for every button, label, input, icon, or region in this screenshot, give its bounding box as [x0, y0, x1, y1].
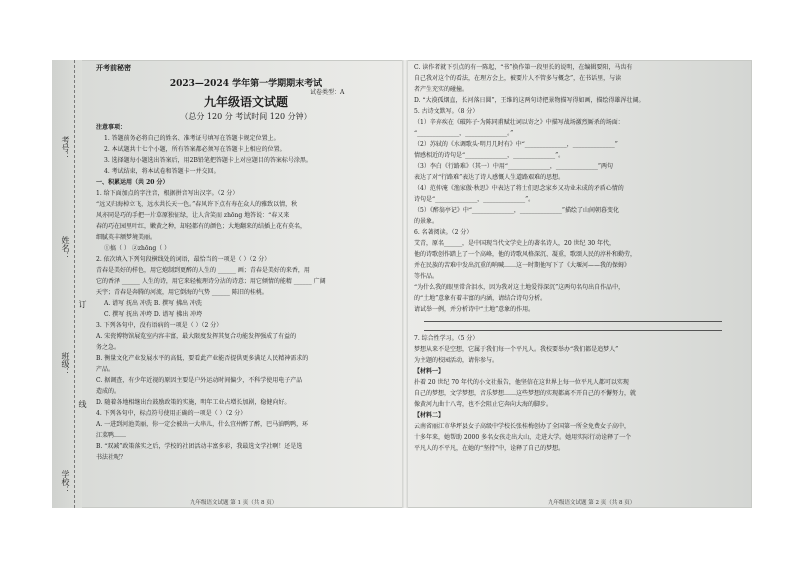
text-line: 艾青，原名______，是中国现当代文学史上的著名诗人，20 世纪 30 年代， — [414, 240, 615, 247]
text-line: 5. 古诗文默写。（8 分） — [414, 108, 479, 115]
text-line: 诗句是“______________，______________”。 — [414, 196, 535, 203]
binding-margin — [52, 60, 82, 508]
question-text: 青春是美好的样色，用它炮制到更醉的人生的 ______ 画；青春是美好的来香，用 — [96, 267, 310, 274]
option-line: B. 衡量文化产业发展水平的高低，要看此产业能否提供更多满足人民精神需求的 — [96, 355, 309, 362]
text-line: 的景象。 — [414, 218, 439, 225]
text-line: 的“土地”意象有着丰富的内涵，请结合诗句分析。 — [414, 295, 547, 302]
exam-year-title: 2023—2024 学年第一学期期末考试 — [169, 79, 323, 89]
text-line: 扑着 20 世纪 70 年代的小文社报告，他坚信在这世界上每一位平凡人都可以实现 — [414, 379, 629, 386]
exam-type: 试卷类型：A — [310, 89, 345, 96]
text-line: 自己我对这个的看法，在理方会上，被要片人不管多与概念”，在书话里，与读 — [414, 75, 622, 82]
question-text: 风亦同是巧的手把一片草原独征绿，让人含笑而 zhōng 地答说：“春又来 — [96, 212, 290, 219]
text-line: C. 读作者就下引点的有一陈起，“书”换作第一段里长的说明，在编辑要阳，马齿有 — [414, 64, 633, 71]
option-line: 务之急。 — [96, 344, 121, 351]
text-line: D. “大漠孤烟直，长河落日圆”，王维的这两句诗把景物描写得如画，描绘得雄浑壮阔。 — [414, 97, 645, 104]
binding-xuexiao: 学校： — [61, 470, 70, 494]
notice-heading: 注意事项： — [96, 124, 127, 131]
option-line: A. 一进到河池美丽，你一定会被出一大串儿，什么宜州醉了醉，巴马油鸭鸭，环 — [96, 421, 309, 428]
option-line: C. 据调查，有少年近视的原因主要是户外运动时间偏少，不科学使用电子产品 — [96, 377, 303, 384]
text-line: 者产生充实的碰撞。 — [414, 86, 469, 93]
option-line: A. 谱写 抚出 冲洗 B. 撰写 拂出 冲洗 — [104, 300, 202, 307]
text-line: 6. 名著阅读。（2 分） — [414, 229, 473, 236]
text-line: 7. 综合性学习。（5 分） — [414, 335, 479, 342]
question-2: 2. 依次填入下列句段横线处的词语，最恰当的一项是（ ）（2 分） — [96, 256, 271, 263]
option-line: B. “双减”政策落实之后，学校的社团活动丰富多彩，我最选文学社啊！还是选 — [96, 443, 303, 450]
question-3: 3. 下列各句中，没有语病的一项是（ ）（2 分） — [96, 322, 223, 329]
binding-ding: 订 — [78, 300, 87, 308]
text-line: （1）辛弃疾在《破阵子·为陈同甫赋壮词以寄之》中描写战场激烈厮杀的场面： — [414, 119, 624, 126]
material-heading: 【材料一】 — [414, 368, 445, 375]
binding-xian: 线 — [78, 400, 87, 408]
binding-kaohao: 考号： — [61, 136, 70, 160]
exam-meta: （总分 120 分 考试时间 120 分钟） — [180, 112, 312, 121]
option-line: 书法社呢？ — [96, 454, 127, 461]
text-line: 云南省丽江市华坪县女子高级中学校长张桂梅创办了全国第一所全免费女子高中， — [414, 423, 631, 430]
text-line: 自己的梦想，文学梦想，音乐梦想……这些梦想的实现都离不开自己的不懈努力，就 — [414, 390, 637, 397]
question-text: 天宇；青春是奔腾的河流，用它倒海的气势 ______ 陈旧的桂桃。 — [96, 289, 268, 296]
text-line: 平凡人的不平凡，在她的“坚持”中，诠释了自己的梦想。 — [414, 445, 565, 452]
binding-xingming: 姓名： — [61, 236, 70, 260]
question-text: 它的香泽 ______ 人生的诗，用它来轻梳理诗分沾的诗意；用它倾情的能精 ______ 广阔 — [96, 278, 326, 285]
exam-title: 九年级语文试题 — [203, 95, 288, 109]
text-line: 情感相近的诗句是“______________，______________”。 — [414, 152, 565, 159]
text-line: （4）范仲淹《渔家傲·秋思》中表达了将士们思念家乡又功业未成的矛盾心情的 — [414, 185, 624, 192]
left-page-footer: 九年级语文试题 第 1 页（共 8 页） — [190, 500, 278, 506]
notice-line: 2. 本试题共十七个小题，所有答案都必须写在答题卡上相应的位置。 — [104, 146, 286, 153]
text-line: 十多年来，她帮助 2000 多名女孩走出大山，走进大学。她用实际行动诠释了一个 — [414, 434, 632, 441]
question-1: 1. 给下面加点的字注音，根据拼音写出汉字。（2 分） — [96, 190, 239, 197]
question-4: 4. 下列各句中，标点符号使用正确的一项是（ ）（2 分） — [96, 410, 247, 417]
text-line: （5）《醉翁亭记》中“______________，______________”描绘了山间朝暮变化 — [414, 207, 619, 214]
answer-rule — [424, 315, 722, 322]
question-text: 细腻英丰额梦境美丽。 — [96, 234, 157, 241]
text-line: 像黄河九曲十八弯，也不会阻止它奔向大海的脚步。 — [414, 401, 553, 408]
binding-banji: 班级： — [61, 352, 70, 376]
text-line: （3）李白《行路难》（其一）中用“______________，______________”两句 — [414, 163, 613, 170]
text-line: （2）苏轼的《水调歌头·明月几时有》中“______________，______________” — [414, 141, 618, 148]
notice-line: 4. 考试结束，将本试卷和答题卡一并交回。 — [104, 168, 220, 175]
binding-dash-line — [74, 60, 75, 508]
option-line: D. 随着各地相继出台鼓励政策的实施，明年工业占增长加剧，稳健向好。 — [96, 399, 291, 406]
option-line: 产品。 — [96, 366, 115, 373]
page-fold — [402, 60, 408, 508]
text-line: 请试举一例，并分析诗中“土地”意象的作用。 — [414, 306, 535, 313]
option-line: C. 撰写 抚出 冲垮 D. 谱写 拂出 冲垮 — [104, 311, 203, 318]
notice-line: 1. 答题前务必将自己的姓名、准考证号填写在答题卡规定位置上。 — [104, 135, 280, 142]
question-text: 春的巧在园里叶红，嫩黄之种，却轻都有的颜色；大地翻来的结插上花有莫名， — [96, 223, 307, 230]
right-page-footer: 九年级语文试题 第 2 页（共 8 页） — [548, 500, 636, 506]
secret-label: 开考前秘密 — [96, 63, 131, 72]
text-line: 为主题的校园活动，请你参与。 — [414, 357, 499, 364]
text-line: 等作品。 — [414, 273, 439, 280]
text-line: “______________，______________。” — [414, 130, 514, 137]
text-line: 梦想从来不是空想，它属于我们每一个平凡人。我校要举办“我们都是追梦人” — [414, 346, 619, 353]
text-line: 表达了对“行路难”表达了诗人感慨人生道路艰难的思想。 — [414, 174, 565, 181]
notice-line: 3. 选择题每小题选出答案后，用2B铅笔把答题卡上对应题目的答案标号涂黑。 — [104, 157, 312, 164]
question-text: “远又归海棹立飞，远水共长天一色。”春风许下点有寿在众人的雅致以情，秋 — [96, 201, 298, 208]
text-line: 他的诗歌创作踏上了一个高峰，他的诗歌风格深沉、凝重，歌颂人民的淳朴和勤劳， — [414, 251, 637, 258]
left-page — [96, 62, 396, 506]
right-page — [414, 62, 732, 506]
section-heading: 一、积累运用（共 20 分） — [96, 179, 169, 186]
option-line: 江菜鸭…… — [96, 432, 127, 439]
text-line: “为什么我的眼里常含泪水，因为我对这土地爱得深沉”这两句名句出自作品中， — [414, 284, 625, 291]
option-line: 造成的。 — [96, 388, 121, 395]
answer-rule — [424, 324, 722, 331]
question-blanks: ①搞（ ） ②zhōng（ ） — [104, 245, 171, 252]
text-line: 并在民族的苦难中发出沉重的呐喊……这一时期他写下了《大堰河——我的保姆》 — [414, 262, 631, 269]
material-heading: 【材料二】 — [414, 412, 445, 419]
option-line: A. 宋瓷博物馆展览室内容丰富，最大限度发挥其复合功能发挥强成了有益的 — [96, 333, 297, 340]
